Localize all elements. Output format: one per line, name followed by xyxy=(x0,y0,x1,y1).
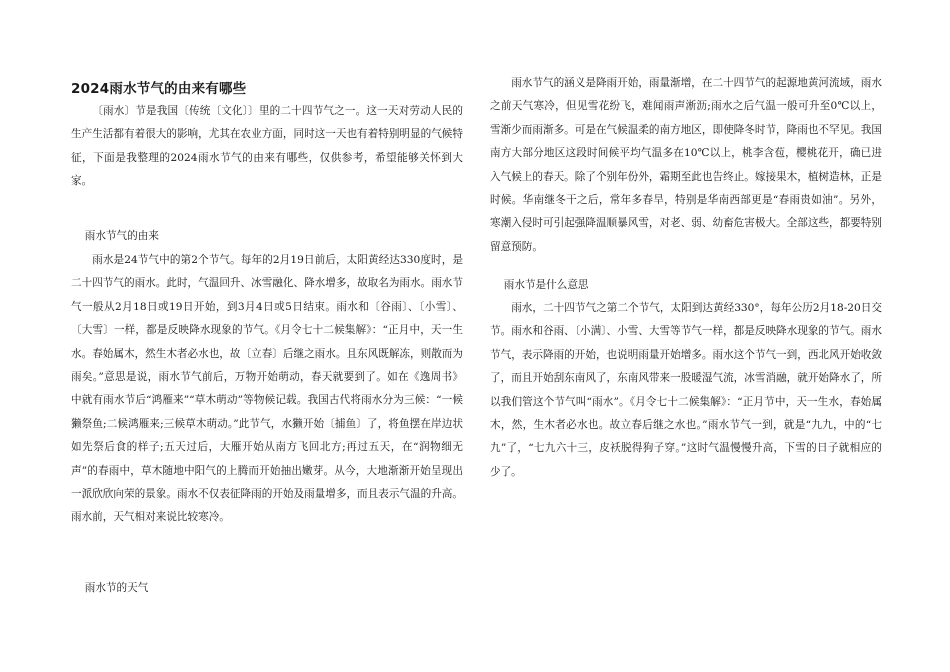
intro-paragraph: 〔雨水〕节是我国〔传统〔文化〕〕里的二十四节气之一。这一天对劳动人民的生产生活都有着很大的影响，尤其在农业方面，同时这一天也有着特别明显的气候特征，下面是我整理的2024雨水节气的由来有哪些，仅供参考，希望能够关怀到大家。 xyxy=(71,105,463,188)
origin-paragraph: 雨水是24节气中的第2个节气。每年的2月19日前后，太阳黄经达330度时，是二十四节气的雨水。此时，气温回升、冰雪融化、降水增多，故取名为雨水。雨水节气一般从2月18日或19日开始，到3月4日或5日结束。雨水和〔谷雨〕、〔小雪〕、〔大雪〕一样，都是反映降水现象的节气。《月令七十二候集解》：“正月中，天一生水。春始属木，然生木者必水也，故〔立春〕后继之雨水。且东风既解冻，则散而为雨矣。”意思是说，雨水节气前后，万物开始萌动，春天就要到了。如在《逸周书》中就有雨水节后“鸿雁来”“草木萌动”等物候记载。我国古代将雨水分为三候：“一候獭祭鱼;二候鸿雁来;三候草木萌动。”此节气，水獭开始〔捕鱼〕了，将鱼摆在岸边状如先祭后食的样子;五天过后，大雁开始从南方飞回北方;再过五天，在“润物细无声”的春雨中，草木随地中阳气的上腾而开始抽出嫩芽。从今，大地渐渐开始呈现出一派欣欣向荣的景象。雨水不仅表征降雨的开始及雨量增多，而且表示气温的升高。雨水前，天气相对来说比较寒冷。 xyxy=(71,254,463,524)
meaning-paragraph: 雨水，二十四节气之第二个节气，太阳到达黄经330°，每年公历2月18-20日交节。雨水和谷雨、〔小满〕、小雪、大雪等节气一样，都是反映降水现象的节气。雨水节气，表示降雨的开始，也说明雨量开始增多。雨水这个节气一到，西北风开始收敛了，而且开始刮东南风了，东南风带来一股暖湿气流，冰雪消融，就开始降水了，所以我们管这个节气叫“雨水”。《月令七十二候集解》：“正月节中，天一生水，春始属木，然，生木者必水也。故立春后继之水也。”雨水节气一到，就是“九九，中的“七九”了，“七九六十三，皮袄脱得狗子穿。”这时气温慢慢升高，下雪的日子就相应的少了。 xyxy=(490,302,882,478)
document-title: 2024雨水节气的由来有哪些 xyxy=(71,81,247,97)
section-heading-meaning: 雨水节是什么意思 xyxy=(503,279,589,291)
weather-paragraph: 雨水节气的涵义是降雨开始，雨量渐增，在二十四节气的起源地黄河流域，雨水之前天气寒冷，但见雪花纷飞，难闻雨声淅沥;雨水之后气温一般可升至0℃以上，雪渐少而雨渐多。可是在气候温柔的南方地区，即使降冬时节，降雨也不罕见。我国南方大部分地区这段时间候平均气温多在10℃以上，桃李含苞，樱桃花开，确已进入气候上的春天。除了个别年份外，霜期至此也告终止。嫁接果木，植树造林，正是时候。华南继冬干之后，常年多春旱，特别是华南西部更是“春雨贵如油”。另外，寒潮入侵时可引起强降温顺暴风雪，对老、弱、幼畜危害极大。全部这些，都要特别留意预防。 xyxy=(490,77,882,253)
section-heading-weather: 雨水节的天气 xyxy=(84,582,149,594)
section-heading-origin: 雨水节气的由来 xyxy=(84,230,159,242)
